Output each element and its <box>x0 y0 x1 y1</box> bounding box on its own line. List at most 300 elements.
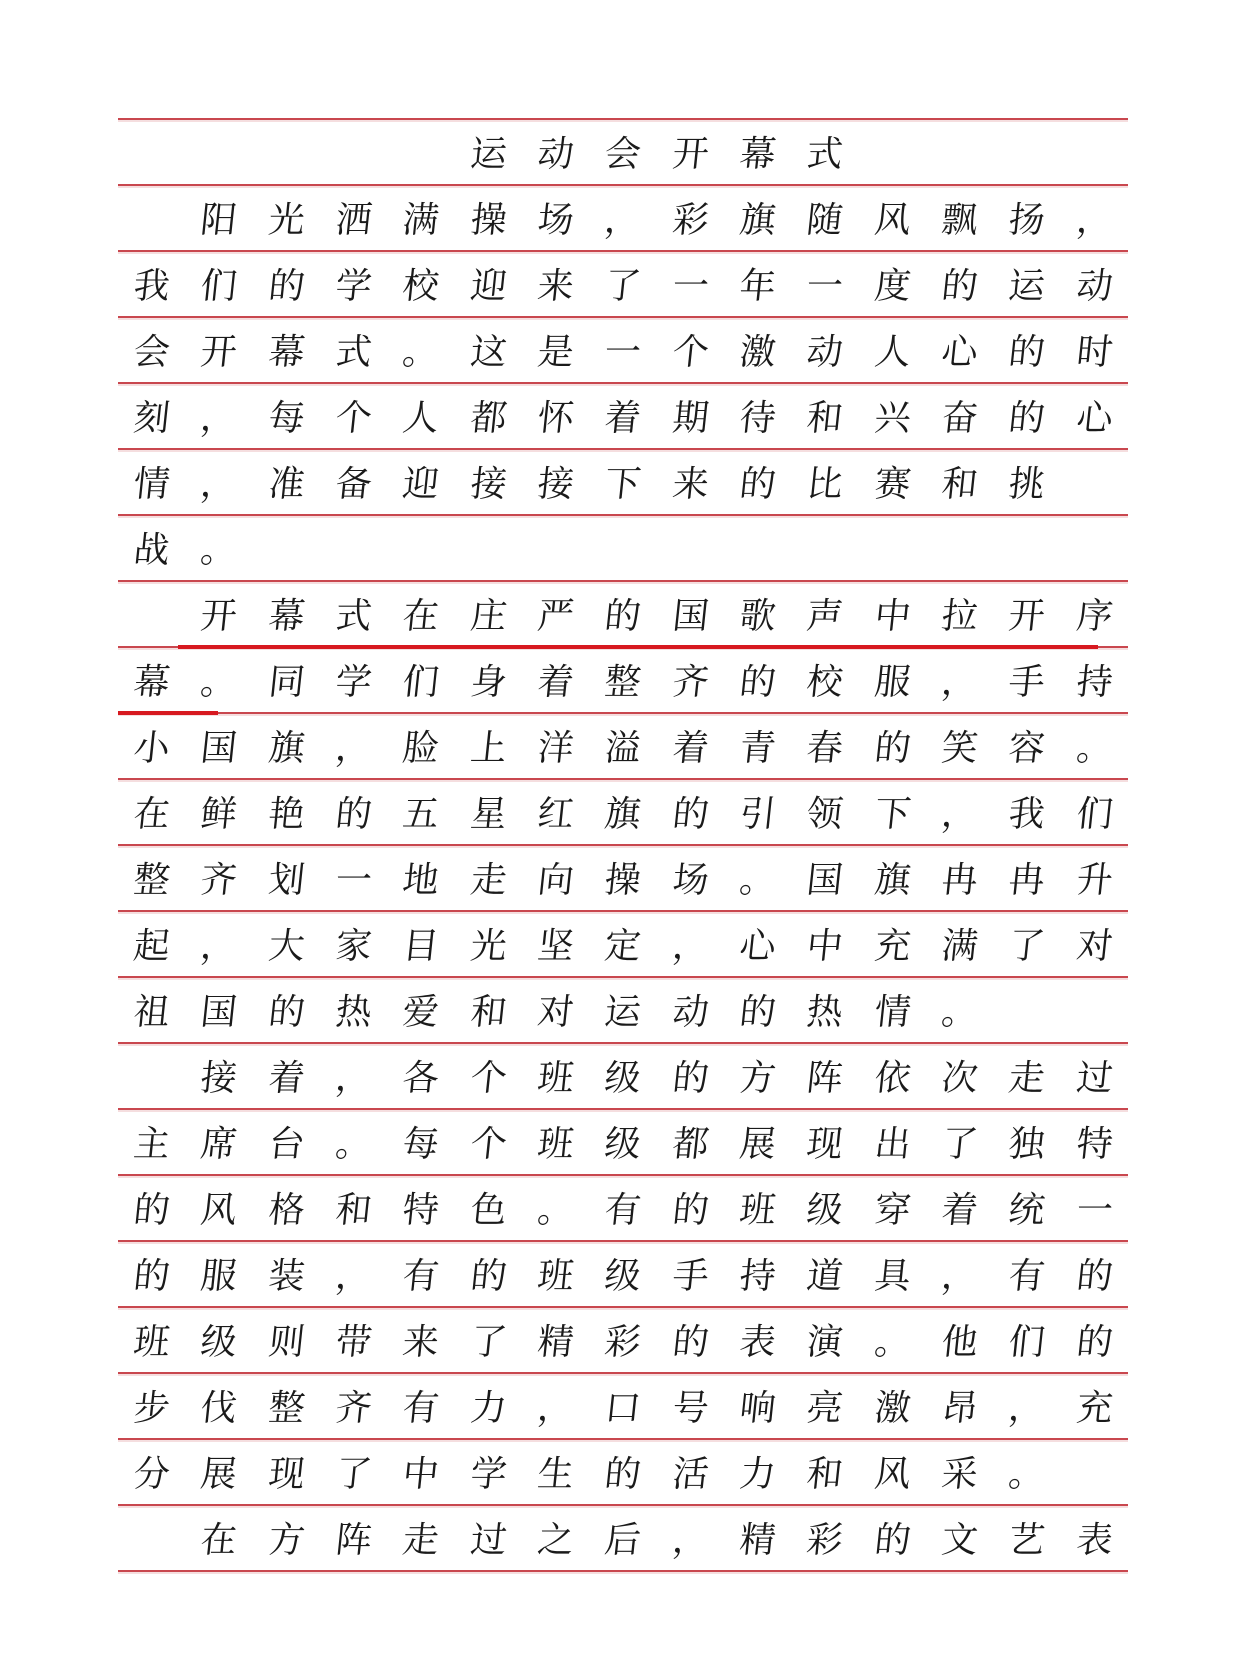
character-glyph: 待 <box>737 398 778 439</box>
character-glyph: 青 <box>737 728 778 769</box>
character-glyph: 挑 <box>1006 464 1048 505</box>
character-glyph: 活 <box>670 1454 711 1495</box>
character-glyph: 光 <box>468 926 509 967</box>
text-line <box>118 1310 1128 1376</box>
character-glyph: 一 <box>1074 1190 1115 1231</box>
character-glyph: 级 <box>602 1256 644 1297</box>
character-glyph: 特 <box>400 1190 442 1231</box>
character-glyph: 席 <box>198 1124 240 1165</box>
character-glyph: 中 <box>872 596 913 637</box>
character-glyph: 随 <box>804 200 846 241</box>
character-glyph: 后 <box>602 1520 644 1561</box>
character-glyph: 幕 <box>266 332 307 373</box>
text-line <box>118 914 1128 980</box>
character-glyph: 式 <box>333 596 374 637</box>
character-glyph: 精 <box>535 1322 576 1363</box>
character-glyph: 会 <box>131 332 172 373</box>
character-glyph: 号 <box>670 1388 711 1429</box>
character-glyph: ， <box>670 1520 711 1561</box>
character-glyph: 年 <box>737 266 778 307</box>
character-glyph: 冉 <box>1006 860 1048 901</box>
character-glyph: 级 <box>804 1190 846 1231</box>
character-glyph: 接 <box>535 464 576 505</box>
character-glyph: 统 <box>1006 1190 1048 1231</box>
character-glyph: 。 <box>939 992 980 1033</box>
text-line <box>118 386 1128 452</box>
character-glyph: 他 <box>939 1322 980 1363</box>
character-glyph: 和 <box>804 398 846 439</box>
character-glyph: 开 <box>198 332 240 373</box>
character-glyph: 都 <box>468 398 509 439</box>
character-glyph: 展 <box>198 1454 240 1495</box>
character-glyph: 严 <box>535 596 576 637</box>
character-glyph: 学 <box>333 266 374 307</box>
character-glyph: 们 <box>400 662 442 703</box>
character-glyph: 同 <box>266 662 307 703</box>
text-line <box>118 716 1128 782</box>
character-glyph: ， <box>198 926 240 967</box>
character-glyph: 动 <box>804 332 846 373</box>
character-glyph: 热 <box>333 992 374 1033</box>
character-glyph: 一 <box>670 266 711 307</box>
character-glyph: 彩 <box>804 1520 846 1561</box>
character-glyph: 国 <box>804 860 846 901</box>
character-glyph: 服 <box>872 662 913 703</box>
character-glyph: 升 <box>1074 860 1115 901</box>
character-glyph: 展 <box>737 1124 778 1165</box>
character-glyph: 洋 <box>535 728 576 769</box>
character-glyph: 起 <box>131 926 172 967</box>
character-glyph: 力 <box>737 1454 778 1495</box>
character-glyph: 情 <box>131 464 172 505</box>
character-glyph: 赛 <box>872 464 913 505</box>
character-glyph: 演 <box>804 1322 846 1363</box>
character-glyph: 目 <box>400 926 442 967</box>
character-glyph: 的 <box>1074 1322 1115 1363</box>
character-glyph: 风 <box>198 1190 240 1231</box>
character-glyph: 力 <box>468 1388 509 1429</box>
character-glyph: 怀 <box>535 398 576 439</box>
character-glyph: 人 <box>400 398 442 439</box>
character-glyph: ， <box>198 464 240 505</box>
character-glyph: 领 <box>804 794 846 835</box>
character-glyph: 的 <box>939 266 980 307</box>
character-glyph: 服 <box>198 1256 240 1297</box>
character-glyph: ， <box>939 794 980 835</box>
character-glyph: 着 <box>535 662 576 703</box>
text-line <box>118 1442 1128 1508</box>
character-glyph: 彩 <box>670 200 711 241</box>
character-glyph: 学 <box>333 662 374 703</box>
character-glyph: 的 <box>1006 332 1048 373</box>
text-line <box>118 1046 1128 1112</box>
character-glyph: 。 <box>400 332 442 373</box>
character-glyph: 道 <box>804 1256 846 1297</box>
character-glyph: 。 <box>872 1322 913 1363</box>
character-glyph: 一 <box>602 332 644 373</box>
character-glyph: 溢 <box>602 728 644 769</box>
character-glyph: 了 <box>939 1124 980 1165</box>
character-glyph: 迎 <box>400 464 442 505</box>
character-glyph: 幕 <box>737 134 778 175</box>
character-glyph: 心 <box>1074 398 1115 439</box>
character-glyph: 幕 <box>131 662 172 703</box>
text-line <box>118 518 1128 584</box>
text-line <box>118 1244 1128 1310</box>
character-glyph: 响 <box>737 1388 778 1429</box>
character-glyph: 身 <box>468 662 509 703</box>
character-glyph: 了 <box>1006 926 1048 967</box>
character-glyph: 运 <box>602 992 644 1033</box>
character-glyph: 国 <box>198 728 240 769</box>
character-glyph: 独 <box>1006 1124 1048 1165</box>
character-glyph: 的 <box>872 1520 913 1561</box>
character-glyph: 一 <box>804 266 846 307</box>
character-glyph: 的 <box>872 728 913 769</box>
character-glyph: 持 <box>737 1256 778 1297</box>
character-glyph: 口 <box>602 1388 644 1429</box>
character-glyph: 满 <box>939 926 980 967</box>
character-glyph: 时 <box>1074 332 1115 373</box>
character-glyph: 和 <box>804 1454 846 1495</box>
character-glyph: 激 <box>872 1388 913 1429</box>
character-glyph: 台 <box>266 1124 307 1165</box>
character-glyph: 幕 <box>266 596 307 637</box>
character-glyph: 兴 <box>872 398 913 439</box>
character-glyph: 准 <box>266 464 307 505</box>
character-glyph: 场 <box>535 200 576 241</box>
character-glyph: 的 <box>737 662 778 703</box>
character-glyph: 的 <box>1074 1256 1115 1297</box>
ruled-line <box>118 118 1128 120</box>
character-glyph: 艺 <box>1006 1520 1048 1561</box>
character-glyph: 班 <box>131 1322 172 1363</box>
character-glyph: 家 <box>333 926 374 967</box>
character-glyph: 来 <box>670 464 711 505</box>
character-glyph: 了 <box>333 1454 374 1495</box>
character-glyph: 方 <box>266 1520 307 1561</box>
character-glyph: 操 <box>602 860 644 901</box>
character-glyph: 场 <box>670 860 711 901</box>
character-glyph: 有 <box>1006 1256 1048 1297</box>
character-glyph: 笑 <box>939 728 980 769</box>
character-glyph: 走 <box>1006 1058 1048 1099</box>
character-glyph: 着 <box>939 1190 980 1231</box>
character-glyph: 学 <box>468 1454 509 1495</box>
character-glyph: 手 <box>1006 662 1048 703</box>
character-glyph: 表 <box>1074 1520 1115 1561</box>
character-glyph: 坚 <box>535 926 576 967</box>
character-glyph: 脸 <box>400 728 442 769</box>
character-glyph: 个 <box>468 1124 509 1165</box>
character-glyph: 们 <box>1074 794 1115 835</box>
character-glyph: 精 <box>737 1520 778 1561</box>
character-glyph: 艳 <box>266 794 307 835</box>
character-glyph: 旗 <box>872 860 913 901</box>
character-glyph: 有 <box>400 1388 442 1429</box>
character-glyph: 地 <box>400 860 442 901</box>
character-glyph: 冉 <box>939 860 980 901</box>
character-glyph: 引 <box>737 794 778 835</box>
character-glyph: 序 <box>1074 596 1115 637</box>
character-glyph: 班 <box>535 1058 576 1099</box>
character-glyph: 的 <box>670 1190 711 1231</box>
character-glyph: ， <box>333 728 374 769</box>
text-line <box>118 980 1128 1046</box>
character-glyph: 热 <box>804 992 846 1033</box>
character-glyph: 了 <box>602 266 644 307</box>
character-glyph: 大 <box>266 926 307 967</box>
character-glyph: 定 <box>602 926 644 967</box>
character-glyph: 的 <box>737 992 778 1033</box>
character-glyph: 走 <box>400 1520 442 1561</box>
character-glyph: 声 <box>804 596 846 637</box>
character-glyph: 。 <box>333 1124 374 1165</box>
character-glyph: 歌 <box>737 596 778 637</box>
character-glyph: 上 <box>468 728 509 769</box>
character-glyph: 级 <box>602 1058 644 1099</box>
character-glyph: 现 <box>266 1454 307 1495</box>
character-glyph: 动 <box>1074 266 1115 307</box>
character-glyph: 次 <box>939 1058 980 1099</box>
character-glyph: 祖 <box>131 992 172 1033</box>
character-glyph: 各 <box>400 1058 442 1099</box>
text-line <box>118 650 1128 716</box>
character-glyph: 下 <box>872 794 913 835</box>
character-glyph: 战 <box>131 530 172 571</box>
character-glyph: 开 <box>198 596 240 637</box>
character-glyph: 动 <box>670 992 711 1033</box>
character-glyph: 和 <box>939 464 980 505</box>
character-glyph: 在 <box>400 596 442 637</box>
character-glyph: ， <box>1006 1388 1048 1429</box>
character-glyph: 个 <box>670 332 711 373</box>
character-glyph: 容 <box>1006 728 1048 769</box>
character-glyph: 的 <box>670 794 711 835</box>
character-glyph: 和 <box>468 992 509 1033</box>
character-glyph: 的 <box>131 1190 172 1231</box>
character-glyph: 每 <box>266 398 307 439</box>
highlight-underline <box>118 711 218 715</box>
character-glyph: 校 <box>804 662 846 703</box>
character-glyph: 飘 <box>939 200 980 241</box>
character-glyph: 备 <box>333 464 374 505</box>
character-glyph: 对 <box>1074 926 1115 967</box>
character-glyph: 式 <box>804 134 846 175</box>
character-glyph: 激 <box>737 332 778 373</box>
character-glyph: 春 <box>804 728 846 769</box>
character-glyph: 之 <box>535 1520 576 1561</box>
character-glyph: 的 <box>737 464 778 505</box>
character-glyph: 的 <box>602 596 644 637</box>
character-glyph: 拉 <box>939 596 980 637</box>
character-glyph: 。 <box>1074 728 1115 769</box>
character-glyph: 亮 <box>804 1388 846 1429</box>
character-glyph: 分 <box>131 1454 172 1495</box>
character-glyph: 穿 <box>872 1190 913 1231</box>
character-glyph: 整 <box>602 662 644 703</box>
character-glyph: 我 <box>1006 794 1048 835</box>
character-glyph: 持 <box>1074 662 1115 703</box>
character-glyph: 带 <box>333 1322 374 1363</box>
character-glyph: 比 <box>804 464 846 505</box>
character-glyph: ， <box>602 200 644 241</box>
character-glyph: 的 <box>670 1058 711 1099</box>
character-glyph: 主 <box>131 1124 172 1165</box>
character-glyph: 对 <box>535 992 576 1033</box>
character-glyph: 国 <box>198 992 240 1033</box>
text-line <box>118 452 1128 518</box>
character-glyph: 心 <box>737 926 778 967</box>
text-line <box>118 1508 1128 1574</box>
character-glyph: 划 <box>266 860 307 901</box>
character-glyph: 的 <box>468 1256 509 1297</box>
character-glyph: 装 <box>266 1256 307 1297</box>
text-line <box>118 1376 1128 1442</box>
character-glyph: 红 <box>535 794 576 835</box>
character-glyph: 班 <box>535 1256 576 1297</box>
character-glyph: 来 <box>535 266 576 307</box>
character-glyph: 的 <box>1006 398 1048 439</box>
character-glyph: 整 <box>266 1388 307 1429</box>
character-glyph: 步 <box>131 1388 172 1429</box>
text-line <box>118 320 1128 386</box>
character-glyph: 手 <box>670 1256 711 1297</box>
character-glyph: 的 <box>333 794 374 835</box>
highlight-underline <box>178 645 1098 649</box>
character-glyph: 小 <box>131 728 172 769</box>
character-glyph: 着 <box>670 728 711 769</box>
character-glyph: 动 <box>535 134 576 175</box>
character-glyph: 旗 <box>737 200 778 241</box>
character-glyph: 。 <box>737 860 778 901</box>
character-glyph: 会 <box>602 134 644 175</box>
character-glyph: 过 <box>1074 1058 1115 1099</box>
character-glyph: 心 <box>939 332 980 373</box>
character-glyph: 迎 <box>468 266 509 307</box>
character-glyph: 情 <box>872 992 913 1033</box>
text-line <box>118 1178 1128 1244</box>
character-glyph: ， <box>535 1388 576 1429</box>
character-glyph: 了 <box>468 1322 509 1363</box>
character-glyph: ， <box>670 926 711 967</box>
character-glyph: 来 <box>400 1322 442 1363</box>
character-glyph: 运 <box>1006 266 1048 307</box>
character-glyph: 开 <box>1006 596 1048 637</box>
character-glyph: 班 <box>737 1190 778 1231</box>
character-glyph: 国 <box>670 596 711 637</box>
character-glyph: 开 <box>670 134 711 175</box>
character-glyph: 出 <box>872 1124 913 1165</box>
character-glyph: 充 <box>1074 1388 1115 1429</box>
character-glyph: 文 <box>939 1520 980 1561</box>
character-glyph: 式 <box>333 332 374 373</box>
character-glyph: 采 <box>939 1454 980 1495</box>
character-glyph: 的 <box>131 1256 172 1297</box>
character-glyph: 运 <box>468 134 509 175</box>
character-glyph: 色 <box>468 1190 509 1231</box>
character-glyph: 扬 <box>1006 200 1048 241</box>
character-glyph: 特 <box>1074 1124 1115 1165</box>
character-glyph: 伐 <box>198 1388 240 1429</box>
character-glyph: 则 <box>266 1322 307 1363</box>
character-glyph: 齐 <box>198 860 240 901</box>
character-glyph: 向 <box>535 860 576 901</box>
character-glyph: 方 <box>737 1058 778 1099</box>
character-glyph: 班 <box>535 1124 576 1165</box>
character-glyph: 我 <box>131 266 172 307</box>
character-glyph: 都 <box>670 1124 711 1165</box>
character-glyph: 刻 <box>131 398 172 439</box>
character-glyph: 在 <box>131 794 172 835</box>
character-glyph: 下 <box>602 464 644 505</box>
character-glyph: 级 <box>198 1322 240 1363</box>
text-line <box>118 254 1128 320</box>
character-glyph: 有 <box>400 1256 442 1297</box>
character-glyph: ， <box>333 1058 374 1099</box>
text-line <box>118 1112 1128 1178</box>
character-glyph: 阵 <box>804 1058 846 1099</box>
character-glyph: 奋 <box>939 398 980 439</box>
character-glyph: 星 <box>468 794 509 835</box>
character-glyph: 风 <box>872 200 913 241</box>
character-glyph: 的 <box>266 992 307 1033</box>
text-line <box>118 848 1128 914</box>
character-glyph: 阵 <box>333 1520 374 1561</box>
character-glyph: 过 <box>468 1520 509 1561</box>
character-glyph: ， <box>939 662 980 703</box>
character-glyph: 是 <box>535 332 576 373</box>
character-glyph: 中 <box>804 926 846 967</box>
character-glyph: 满 <box>400 200 442 241</box>
character-glyph: 操 <box>468 200 509 241</box>
character-glyph: 风 <box>872 1454 913 1495</box>
character-glyph: 的 <box>602 1454 644 1495</box>
character-glyph: 着 <box>602 398 644 439</box>
character-glyph: 爱 <box>400 992 442 1033</box>
character-glyph: 旗 <box>266 728 307 769</box>
character-glyph: 的 <box>266 266 307 307</box>
text-line <box>118 188 1128 254</box>
character-glyph: 在 <box>198 1520 240 1561</box>
character-glyph: 旗 <box>602 794 644 835</box>
character-glyph: 们 <box>1006 1322 1048 1363</box>
page-title <box>118 122 1128 188</box>
character-glyph: 着 <box>266 1058 307 1099</box>
character-glyph: 人 <box>872 332 913 373</box>
character-glyph: 彩 <box>602 1322 644 1363</box>
character-glyph: 阳 <box>198 200 240 241</box>
character-glyph: 接 <box>198 1058 240 1099</box>
character-glyph: 。 <box>1006 1454 1048 1495</box>
character-glyph: 度 <box>872 266 913 307</box>
character-glyph: ， <box>333 1256 374 1297</box>
character-glyph: 的 <box>670 1322 711 1363</box>
character-glyph: 个 <box>333 398 374 439</box>
character-glyph: 庄 <box>468 596 509 637</box>
character-glyph: ， <box>198 398 240 439</box>
character-glyph: 。 <box>535 1190 576 1231</box>
character-glyph: 生 <box>535 1454 576 1495</box>
character-glyph: 光 <box>266 200 307 241</box>
character-glyph: 齐 <box>670 662 711 703</box>
character-glyph: 期 <box>670 398 711 439</box>
character-glyph: ， <box>1074 200 1115 241</box>
character-glyph: 格 <box>266 1190 307 1231</box>
character-glyph: 依 <box>872 1058 913 1099</box>
character-glyph: 齐 <box>333 1388 374 1429</box>
character-glyph: 五 <box>400 794 442 835</box>
